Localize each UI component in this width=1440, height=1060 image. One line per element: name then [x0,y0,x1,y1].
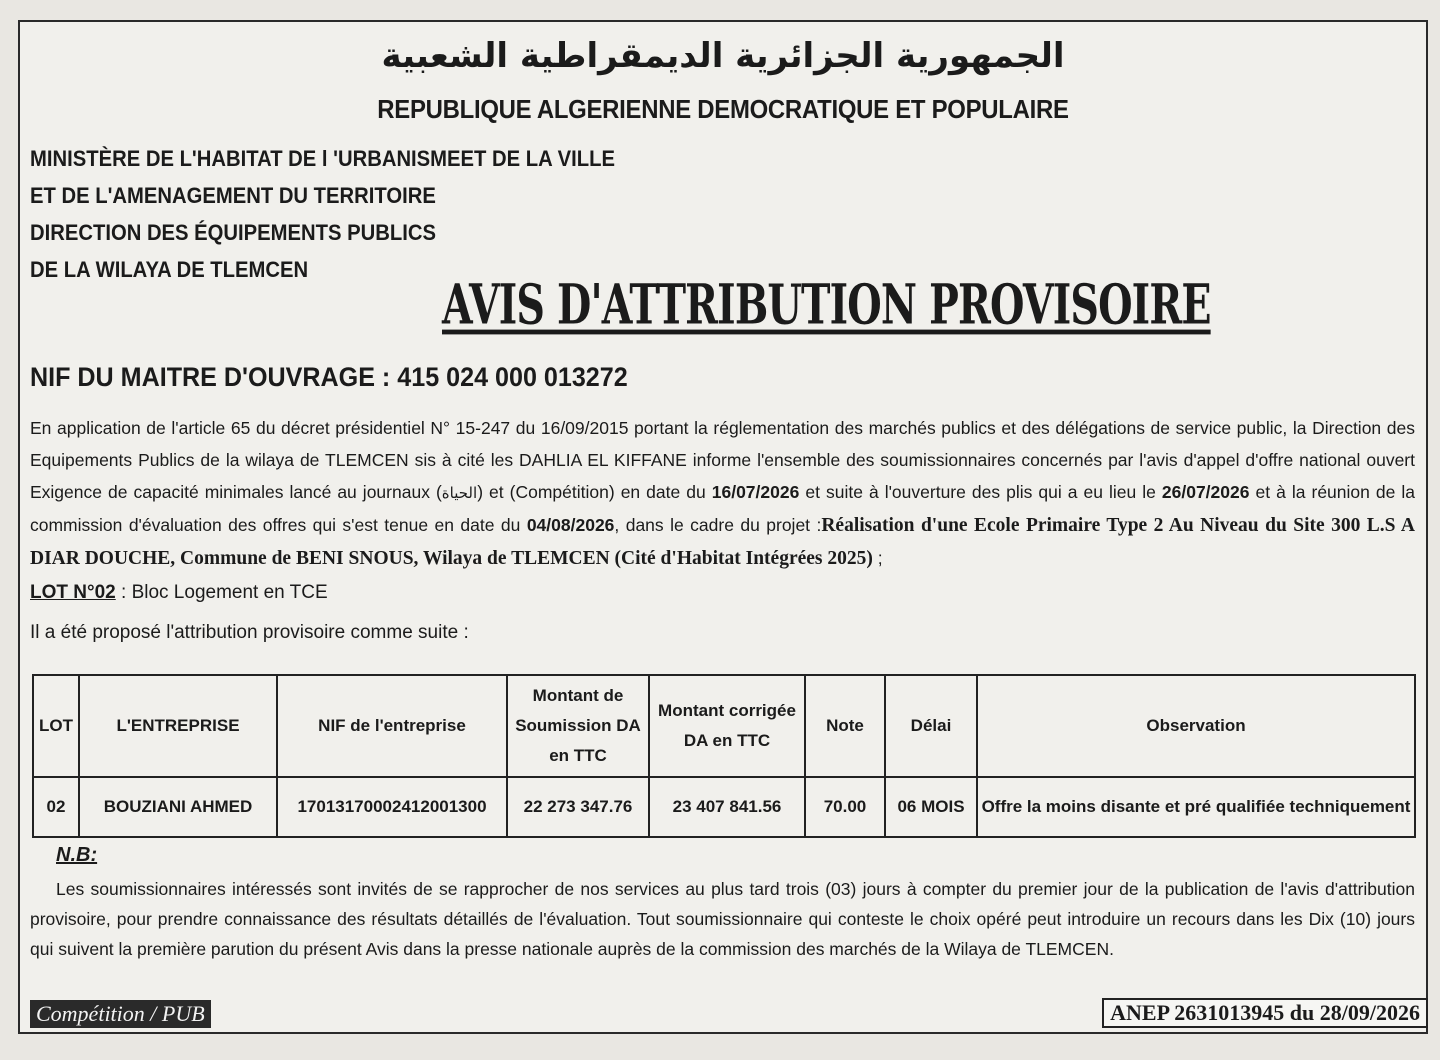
table-row [33,777,1415,837]
para-text: ) et (Compétition) en date du [477,482,712,502]
date-commission: 04/08/2026 [526,515,615,535]
para-text: et à la réunion de la commission d'évaluation des offres qui s'est tenue en date du [30,482,1416,535]
date-opening: 26/07/2026 [1161,482,1250,502]
notice-paragraph [30,412,1415,575]
cell-nif: 17013170002412001300 [277,777,507,837]
project-name: Réalisation d'une Ecole Primaire Type 2 Au Niveau du Site 300 L.S A DIAR DOUCHE, Commune de BENI SNOUS, Wilaya de TLEMCEN (Cité d'Habitat Intégrées 2025) [30,515,1415,569]
nb-title: N.B: [56,844,98,866]
nif-line: NIF DU MAITRE D'OUVRAGE : 415 024 000 013272 [30,362,628,392]
ministry-line: DE LA WILAYA DE TLEMCEN [30,257,309,282]
col-header-observation: Observation [977,675,1415,777]
cell-observation: Offre la moins disante et pré qualifiée techniquement [977,777,1415,837]
col-header-montant-soumission: Montant de Soumission DA en TTC [507,675,649,777]
lot-text: : Bloc Logement en TCE [115,582,328,603]
para-text: et suite à l'ouverture des plis qui a eu lieu le [799,482,1162,502]
attribution-table [32,674,1416,838]
date-launch: 16/07/2026 [711,482,800,502]
proposed-line: Il a été proposé l'attribution provisoire comme suite : [30,622,469,643]
col-header-montant-corrigee: Montant corrigée DA en TTC [649,675,805,777]
ministry-block [30,140,615,288]
para-text: En application de l'article 65 du décret présidentiel N° 15-247 du 16/09/2015 portant la réglementation des marchés publics et des délégations de service public, la Direction des Equipements Publics de la wilaya de TLEMCEN sis à cité les DAHLIA EL KIFFANE informe l'ensemble des soumissionnaires concernés par l'avis d'appel d'offre national ouvert Exigence de capacité minimales lancé au journaux ( [30,418,1415,502]
col-header-nif: NIF de l'entreprise [277,675,507,777]
ministry-line: MINISTÈRE DE L'HABITAT DE l 'URBANISMEET DE LA VILLE [30,146,615,171]
cell-montant-corrigee: 23 407 841.56 [649,777,805,837]
anep-reference: ANEP 2631013945 du 28/09/2026 [1102,998,1428,1028]
notice-box [18,20,1428,1034]
para-text: ; [872,548,883,568]
ministry-line: DIRECTION DES ÉQUIPEMENTS PUBLICS [30,220,436,245]
cell-entreprise: BOUZIANI AHMED [79,777,277,837]
table-header-row [33,675,1415,777]
republic-title: REPUBLIQUE ALGERIENNE DEMOCRATIQUE ET POPULAIRE [377,94,1069,124]
ministry-line: ET DE L'AMENAGEMENT DU TERRITOIRE [30,183,436,208]
col-header-lot: LOT [33,675,79,777]
source-label: Compétition / PUB [30,1000,211,1028]
lot-line [30,582,328,604]
col-header-entreprise: L'ENTREPRISE [79,675,277,777]
arabic-title: الجمهورية الجزائرية الديمقراطية الشعبية [381,36,1065,76]
notice-title: AVIS D'ATTRIBUTION PROVISOIRE [442,272,1211,337]
nb-text: Les soumissionnaires intéressés sont invités de se rapprocher de nos services au plus tard trois (03) jours à compter du premier jour de la publication de l'avis d'attribution provisoire, pour prendre connaissance des résultats détaillés de l'évaluation. Tout soumissionnaire qui conteste le choix opéré peut introduire un recours dans les Dix (10) jours qui suivent la première parution du présent Avis dans la presse nationale auprès de la commission des marchés de la Wilaya de TLEMCEN. [30,879,1415,959]
cell-delai: 06 MOIS [885,777,977,837]
lot-label: LOT N°02 [30,582,116,603]
arabic-newspaper: الحياة [441,484,478,502]
para-text: , dans le cadre du projet : [614,515,822,535]
col-header-note: Note [805,675,885,777]
cell-lot: 02 [33,777,79,837]
cell-note: 70.00 [805,777,885,837]
cell-montant-soumission: 22 273 347.76 [507,777,649,837]
col-header-delai: Délai [885,675,977,777]
